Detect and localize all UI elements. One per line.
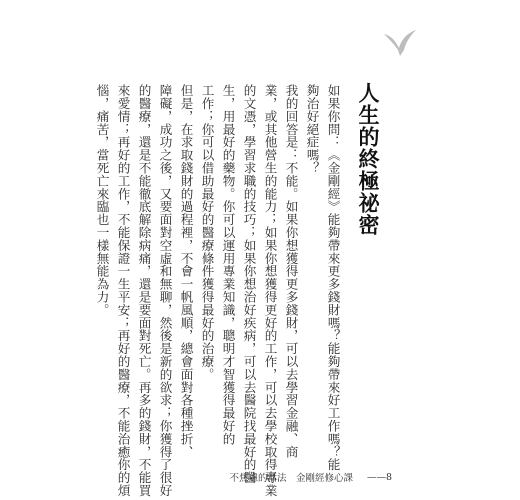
paragraph-column: 障礙，成功之後，又要面對空虛和無聊，然後是新的欲求；你獲得了很好: [157, 84, 173, 497]
paragraph-column: 的醫療，還是不能徹底解除病痛，還是要面對死亡。再多的錢財，不能買: [136, 84, 152, 497]
page-number: 8: [385, 471, 392, 483]
paragraph-column: 的文憑，學習求職的技巧；如果你想治好疾病，可以去醫院找最好的醫: [241, 84, 257, 484]
paragraph-column: 惱，痛苦，當死亡來臨也一樣無能為力。: [94, 84, 110, 317]
page-footer: [229, 470, 392, 484]
footer-separator: ——: [366, 471, 386, 483]
paragraph-column: 夠治好絕症嗎？: [304, 84, 320, 175]
paragraph-column: 如果你問：《金剛經》能夠帶來更多錢財嗎？能夠帶來好工作嗎？能: [325, 84, 341, 471]
paragraph-column: 生，用最好的藥物。你可以運用專業知識，聰明才智獲得最好的: [220, 84, 236, 446]
flying-bird-icon: [382, 28, 418, 58]
footer-book-title: 不焦慮的活法 金剛經修心課: [229, 473, 353, 484]
paragraph-column: 業，或其他營生的能力；如果你想獲得更好的工作，可以去學校取得專業: [262, 84, 278, 497]
paragraph-column: 工作；你可以借助最好的醫療條件獲得最好的治療。: [199, 84, 215, 381]
paragraph-column: 我的回答是：不能。如果你想獲得更多錢財，可以去學習金融、商: [283, 84, 299, 459]
paragraph-column: 來愛情；再好的工作，不能保證一生平安；再好的醫療，不能治癒你的煩: [115, 84, 131, 497]
chapter-title: 人生的終極祕密: [356, 82, 380, 236]
paragraph-column: 但是，在求取錢財的過程裡，不會一帆風順，總會面對各種挫折、: [178, 84, 194, 459]
